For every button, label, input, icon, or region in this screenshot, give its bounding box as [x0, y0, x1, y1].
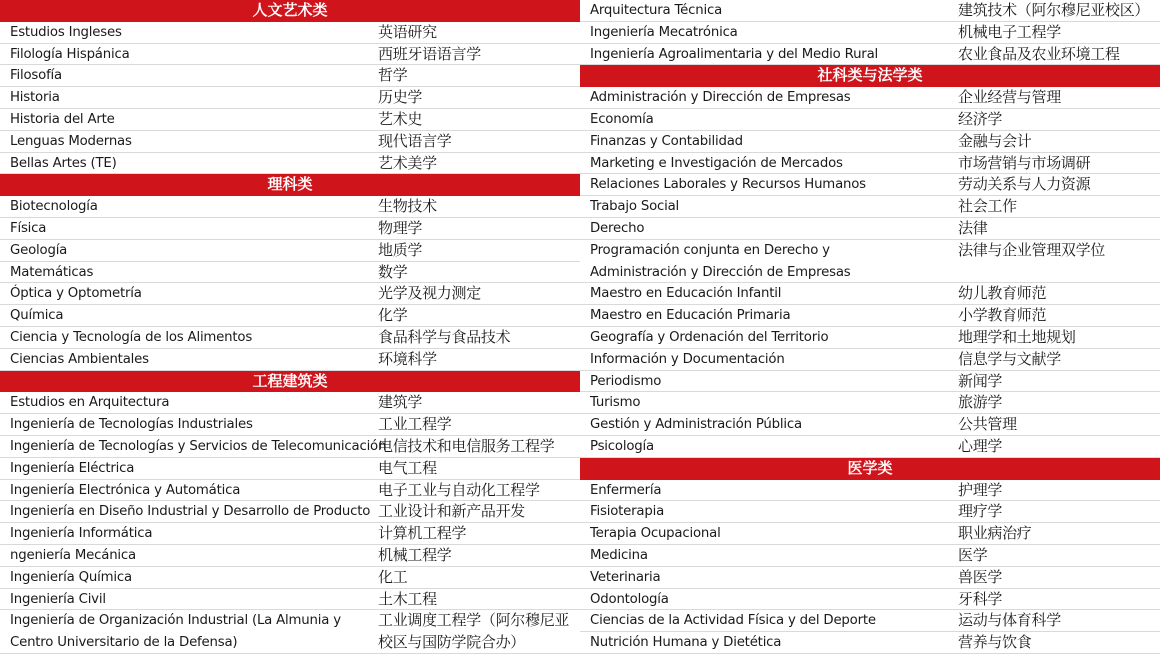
- program-name-es: Ciencias de la Actividad Física y del Deporte: [590, 613, 876, 629]
- program-row: [0, 501, 580, 523]
- program-name-cn: 历史学: [378, 88, 423, 107]
- program-name-es: Química: [10, 308, 64, 324]
- program-name-es: Ingeniería Informática: [10, 526, 153, 542]
- program-name-cn: 电信技术和电信服务工程学: [378, 436, 555, 455]
- program-row: [0, 131, 580, 153]
- program-name-es: Derecho: [590, 220, 645, 236]
- program-name-es: Ingeniería de Tecnologías Industriales: [10, 417, 253, 433]
- program-name-cn: 英语研究: [378, 22, 437, 41]
- program-name-es: Ingeniería en Diseño Industrial y Desarrollo de Producto: [10, 504, 371, 520]
- program-name-cn: 艺术史: [378, 109, 423, 128]
- program-row: [580, 392, 1160, 414]
- category-title: 人文艺术类: [252, 1, 328, 19]
- program-row: [0, 589, 580, 611]
- program-row: [580, 436, 1160, 458]
- program-name-es: Psicología: [590, 438, 654, 454]
- program-name-es: Economía: [590, 111, 654, 127]
- program-name-es: Turismo: [590, 395, 641, 411]
- program-row: [0, 414, 580, 436]
- program-name-es: Maestro en Educación Infantil: [590, 286, 782, 302]
- program-row: [0, 87, 580, 109]
- program-name-cn: 化学: [378, 306, 408, 325]
- program-name-cn: 艺术美学: [378, 153, 437, 172]
- program-name-cn: 化工: [378, 567, 408, 586]
- program-name-cn: 金融与会计: [958, 131, 1032, 150]
- program-row: [0, 22, 580, 44]
- program-name-cn: 市场营销与市场调研: [958, 153, 1091, 172]
- program-name-cn: 西班牙语语言学: [378, 44, 481, 63]
- program-row: [580, 589, 1160, 611]
- program-name-es: Historia: [10, 90, 60, 106]
- program-name-es: Relaciones Laborales y Recursos Humanos: [590, 177, 866, 193]
- program-row: [580, 196, 1160, 218]
- program-name-es: Arquitectura Técnica: [590, 3, 723, 18]
- program-row: [0, 567, 580, 589]
- program-name-cn: 物理学: [378, 218, 423, 237]
- program-name-es: Estudios en Arquitectura: [10, 395, 170, 411]
- program-name-cn: 小学教育师范: [958, 306, 1047, 325]
- program-name-es: ngeniería Mecánica: [10, 547, 136, 563]
- program-row: [580, 0, 1160, 22]
- program-name-cn: 食品科学与食品技术: [378, 327, 511, 346]
- program-row: [0, 65, 580, 87]
- program-name-es: Ciencia y Tecnología de los Alimentos: [10, 329, 253, 345]
- category-header: [0, 371, 580, 393]
- program-name-cn: 运动与体育科学: [958, 611, 1061, 630]
- right-column: [580, 0, 1160, 654]
- program-name-cn: 理疗学: [958, 502, 1003, 521]
- category-header: [580, 65, 1160, 87]
- program-row: [580, 283, 1160, 305]
- program-name-cn: 医学: [958, 545, 988, 564]
- program-row: [580, 349, 1160, 371]
- program-name-cn: 社会工作: [958, 197, 1017, 216]
- program-row: [580, 87, 1160, 109]
- program-row: [0, 218, 580, 240]
- program-row: [580, 414, 1160, 436]
- program-row: [0, 523, 580, 545]
- program-name-es: Historia del Arte: [10, 111, 115, 127]
- program-row: [580, 480, 1160, 502]
- program-row: [0, 610, 580, 654]
- program-name-es: Ingeniería de Organización Industrial (La Almunia y Centro Universitario de la Defensa): [10, 613, 341, 651]
- left-column: [0, 0, 580, 654]
- program-name-es: Odontología: [590, 591, 669, 607]
- program-name-es: Filología Hispánica: [10, 46, 130, 62]
- program-name-es: Maestro en Educación Primaria: [590, 308, 791, 324]
- category-title: 社科类与法学类: [817, 66, 923, 85]
- program-name-cn: 旅游学: [958, 393, 1003, 412]
- program-name-cn: 地理学和土地规划: [958, 327, 1076, 346]
- program-row: [580, 327, 1160, 349]
- program-name-es: Marketing e Investigación de Mercados: [590, 155, 843, 171]
- program-row: [580, 567, 1160, 589]
- program-name-cn: 地质学: [378, 240, 423, 259]
- program-row: [580, 523, 1160, 545]
- program-name-cn: 兽医学: [958, 567, 1003, 586]
- program-row: [0, 349, 580, 371]
- program-row: [0, 480, 580, 502]
- program-row: [580, 632, 1160, 654]
- program-name-cn: 数学: [378, 262, 408, 281]
- program-row: [580, 545, 1160, 567]
- program-name-cn: 心理学: [958, 436, 1003, 455]
- program-name-cn: 机械电子工程学: [958, 22, 1061, 41]
- program-name-es: Geología: [10, 242, 68, 258]
- category-header: [0, 0, 580, 22]
- program-name-es: Ciencias Ambientales: [10, 351, 149, 367]
- program-name-es: Óptica y Optometría: [10, 286, 142, 302]
- category-title: 工程建筑类: [252, 371, 328, 390]
- program-name-es: Lenguas Modernas: [10, 133, 132, 149]
- program-row: [580, 131, 1160, 153]
- program-name-es: Física: [10, 220, 47, 236]
- program-name-cn: 电子工业与自动化工程学: [378, 480, 540, 499]
- program-name-cn: 计算机工程学: [378, 524, 467, 543]
- program-row: [0, 109, 580, 131]
- program-name-es: Ingeniería de Tecnologías y Servicios de Telecomunicación: [10, 438, 387, 454]
- program-row: [580, 610, 1160, 632]
- program-name-es: Matemáticas: [10, 264, 94, 280]
- program-name-es: Finanzas y Contabilidad: [590, 133, 743, 149]
- program-name-es: Ingeniería Eléctrica: [10, 460, 135, 476]
- program-row: [0, 327, 580, 349]
- program-name-cn: 工业工程学: [378, 415, 452, 434]
- program-row: [580, 22, 1160, 44]
- category-header: [580, 458, 1160, 480]
- program-row: [580, 501, 1160, 523]
- program-row: [0, 44, 580, 66]
- program-name-es: Ingeniería Electrónica y Automática: [10, 482, 241, 498]
- program-row: [580, 218, 1160, 240]
- program-row: [0, 196, 580, 218]
- program-name-es: Veterinaria: [590, 569, 661, 585]
- program-name-es: Trabajo Social: [590, 199, 680, 215]
- program-name-es: Medicina: [590, 547, 648, 563]
- program-row: [0, 283, 580, 305]
- program-name-es: Enfermería: [590, 482, 662, 498]
- program-name-cn: 土木工程: [378, 589, 437, 608]
- program-name-cn: 现代语言学: [378, 131, 452, 150]
- program-name-cn: 生物技术: [378, 197, 437, 216]
- category-title: 理科类: [267, 175, 313, 194]
- program-row: [580, 44, 1160, 66]
- program-name-es: Información y Documentación: [590, 351, 785, 367]
- program-name-cn: 信息学与文献学: [958, 349, 1061, 368]
- program-row: [0, 458, 580, 480]
- program-row: [580, 109, 1160, 131]
- program-name-cn: 工业设计和新产品开发: [378, 502, 526, 521]
- program-row: [0, 240, 580, 262]
- program-name-cn: 经济学: [958, 109, 1003, 128]
- program-name-es: Ingeniería Agroalimentaria y del Medio Rural: [590, 46, 879, 62]
- program-name-es: Geografía y Ordenación del Territorio: [590, 329, 829, 345]
- program-name-cn: 职业病治疗: [958, 524, 1032, 543]
- program-name-cn: 农业食品及农业环境工程: [958, 44, 1120, 63]
- program-name-es: Nutrición Humana y Dietética: [590, 635, 782, 651]
- program-name-cn: 劳动关系与人力资源: [958, 175, 1091, 194]
- program-row: [0, 262, 580, 284]
- program-name-es: Periodismo: [590, 373, 662, 389]
- program-name-cn: 环境科学: [378, 349, 437, 368]
- program-row: [0, 305, 580, 327]
- category-header: [0, 174, 580, 196]
- program-name-es: Gestión y Administración Pública: [590, 417, 802, 433]
- program-name-cn: 法律与企业管理双学位: [958, 240, 1106, 259]
- program-row: [580, 240, 1160, 284]
- program-name-es: Filosofía: [10, 68, 62, 84]
- program-name-es: Biotecnología: [10, 199, 98, 215]
- program-name-cn: 建筑学: [378, 393, 423, 412]
- program-name-cn: 营养与饮食: [958, 633, 1032, 652]
- program-row: [580, 153, 1160, 175]
- program-row: [0, 392, 580, 414]
- program-name-cn: 公共管理: [958, 415, 1017, 434]
- program-row: [0, 153, 580, 175]
- program-name-cn: 工业调度工程学（阿尔穆尼亚校区与国防学院合办）: [378, 611, 570, 652]
- program-name-cn: 建筑技术（阿尔穆尼亚校区）: [958, 1, 1150, 19]
- program-name-es: Programación conjunta en Derecho y Administración y Dirección de Empresas: [590, 242, 851, 280]
- program-name-cn: 机械工程学: [378, 545, 452, 564]
- program-name-es: Fisioterapia: [590, 504, 665, 520]
- category-title: 医学类: [847, 458, 893, 477]
- program-row: [580, 371, 1160, 393]
- program-name-es: Administración y Dirección de Empresas: [590, 90, 851, 106]
- program-name-cn: 哲学: [378, 66, 408, 85]
- program-row: [0, 545, 580, 567]
- program-name-es: Terapia Ocupacional: [590, 526, 721, 542]
- program-name-cn: 新闻学: [958, 371, 1003, 390]
- program-name-cn: 幼儿教育师范: [958, 284, 1047, 303]
- program-name-es: Estudios Ingleses: [10, 24, 122, 40]
- program-name-cn: 光学及视力测定: [378, 284, 481, 303]
- program-row: [0, 436, 580, 458]
- program-row: [580, 305, 1160, 327]
- program-name-es: Ingeniería Química: [10, 569, 132, 585]
- program-name-cn: 法律: [958, 218, 988, 237]
- program-name-cn: 牙科学: [958, 589, 1003, 608]
- program-name-es: Ingeniería Civil: [10, 591, 106, 607]
- program-name-cn: 电气工程: [378, 458, 437, 477]
- program-name-es: Bellas Artes (TE): [10, 155, 117, 171]
- program-name-cn: 企业经营与管理: [958, 88, 1061, 107]
- program-name-cn: 护理学: [958, 480, 1003, 499]
- program-row: [580, 174, 1160, 196]
- program-name-es: Ingeniería Mecatrónica: [590, 24, 738, 40]
